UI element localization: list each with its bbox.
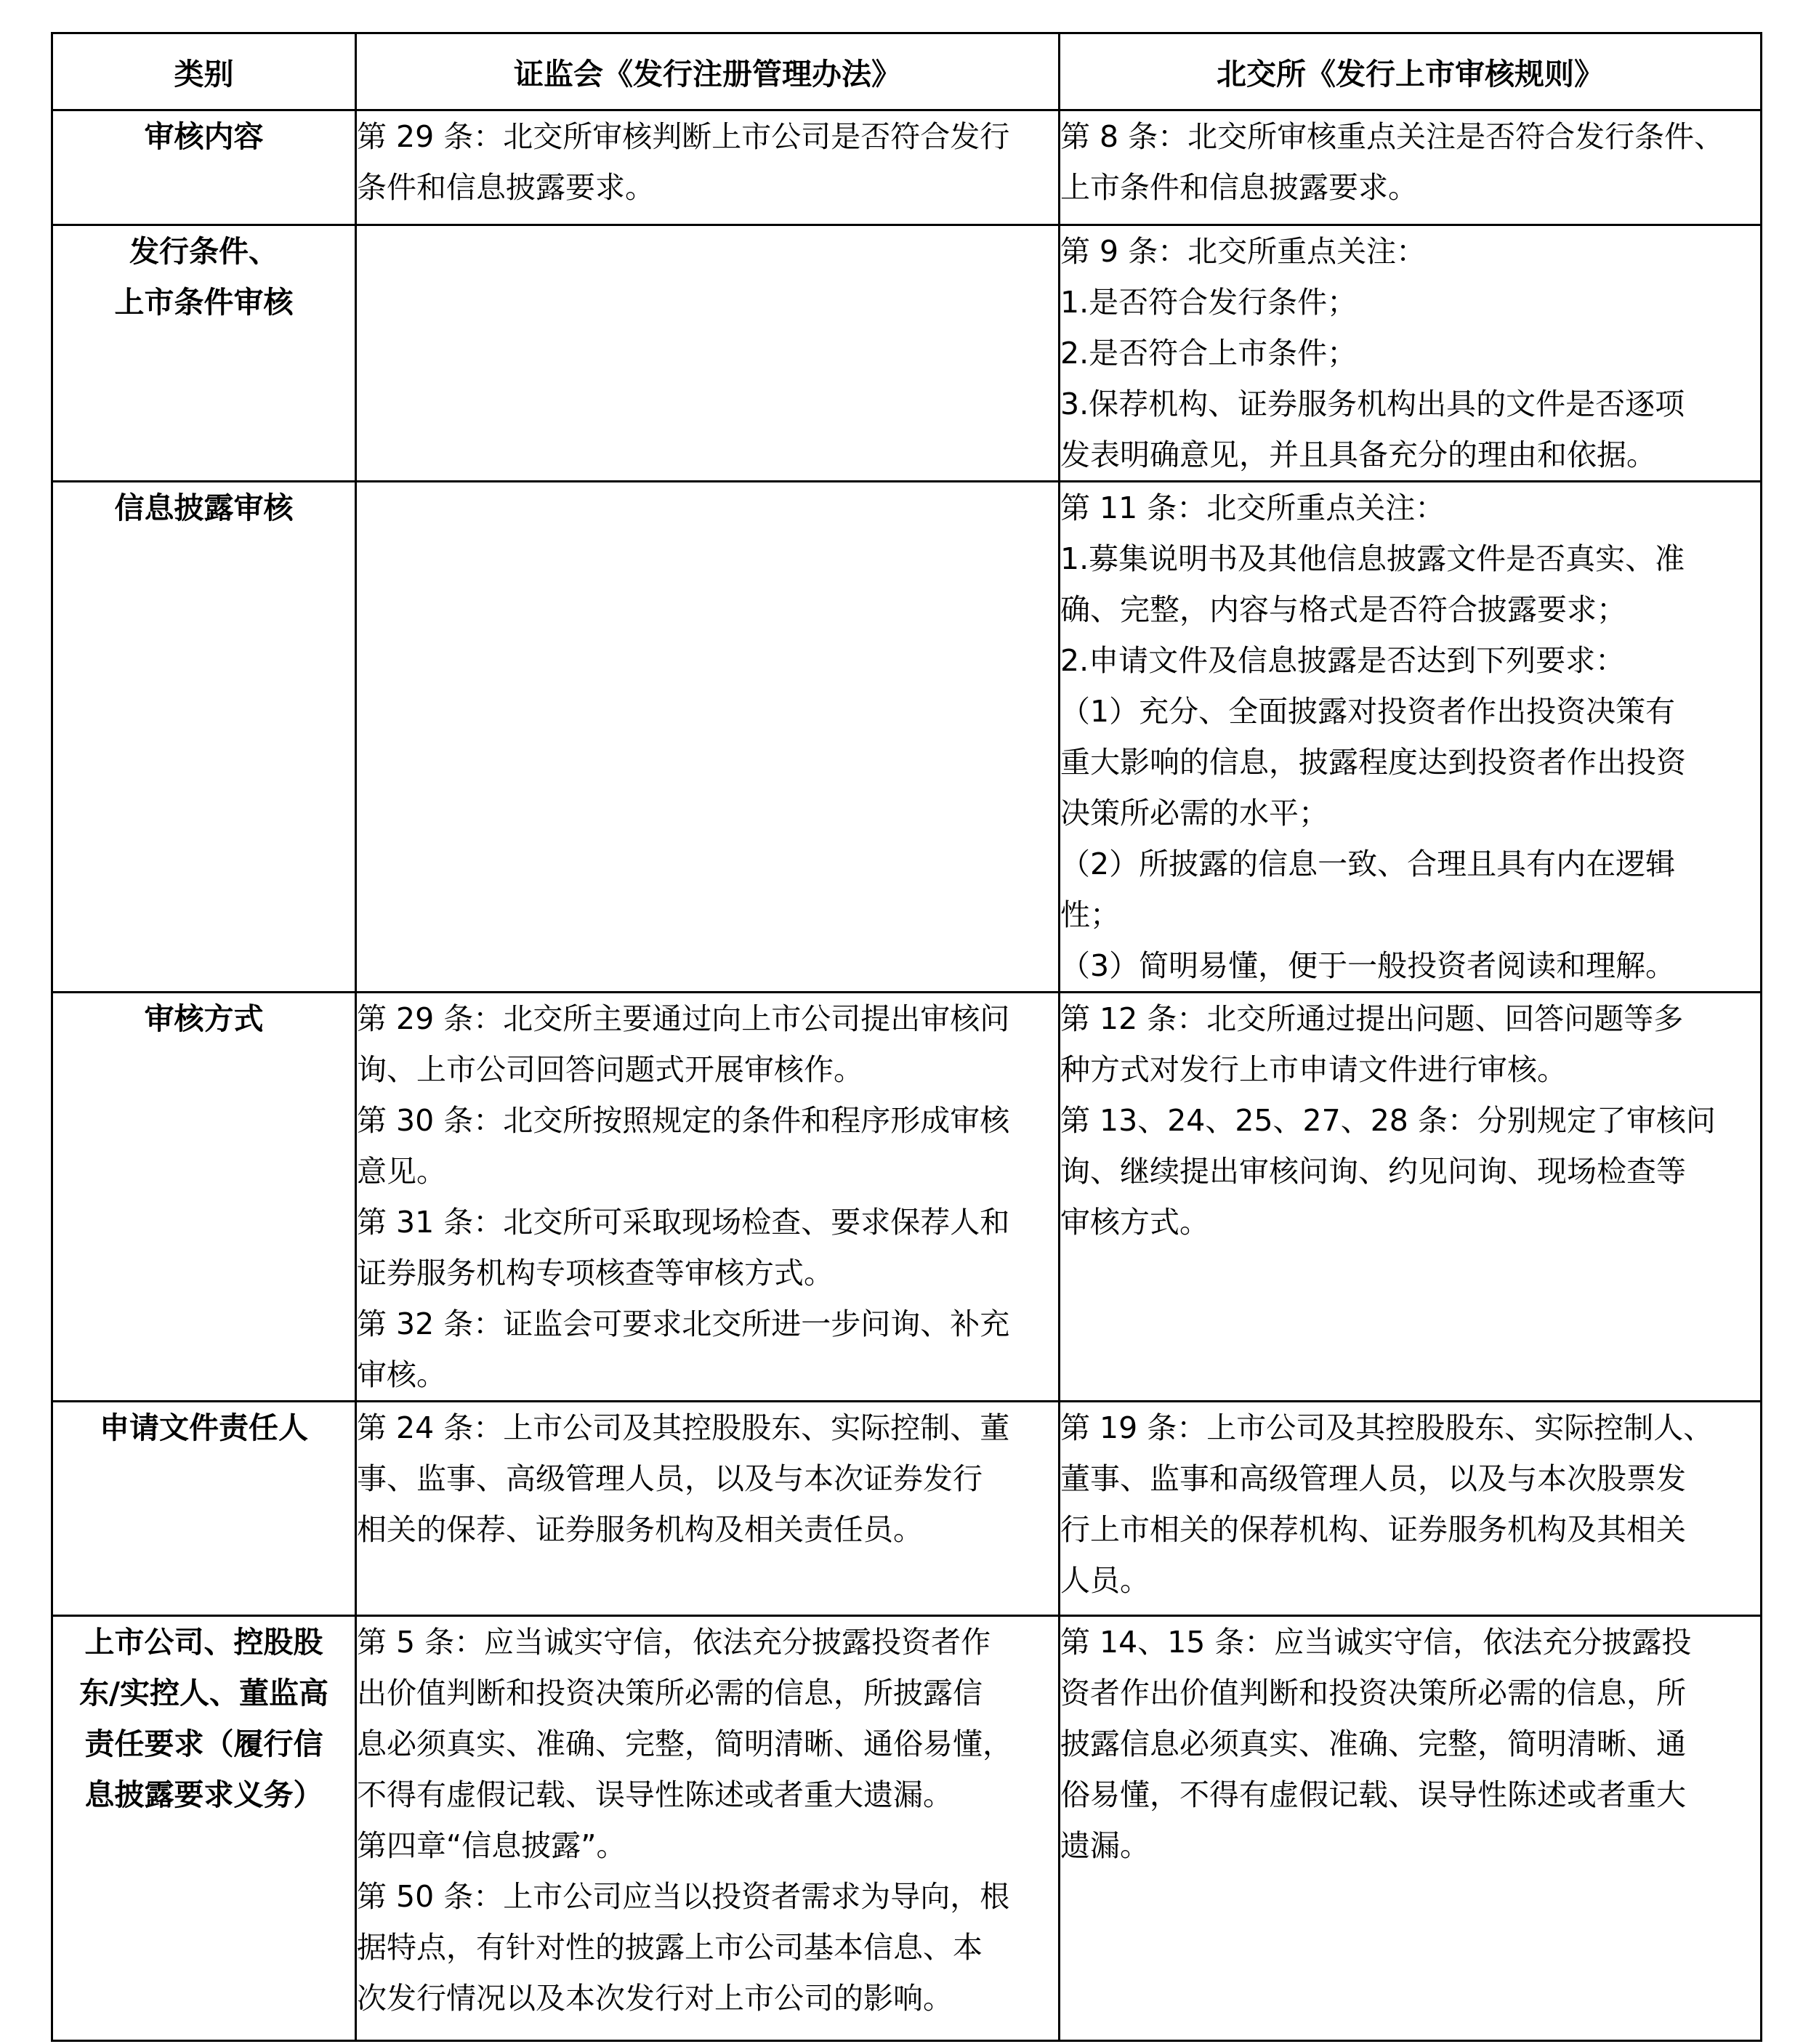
bse-line: 人员。 xyxy=(1060,1563,1150,1598)
csrc-line: 不得有虚假记载、误导性陈述或者重大遗漏。 xyxy=(357,1777,953,1812)
csrc-line: 相关的保荐、证券服务机构及相关责任员。 xyxy=(357,1512,923,1547)
csrc-line: 询、上市公司回答问题式开展审核作。 xyxy=(357,1052,863,1087)
bse-line: 第 9 条：北交所重点关注： xyxy=(1060,234,1427,269)
table-row xyxy=(52,1616,1762,2041)
bse-line: 资者作出价值判断和投资决策所必需的信息，所 xyxy=(1060,1676,1686,1710)
table-row xyxy=(52,1402,1762,1616)
csrc-line: 第 29 条：北交所主要通过向上市公司提出审核问 xyxy=(357,1001,1010,1036)
header-row xyxy=(52,33,1762,110)
csrc-line: 次发行情况以及本次发行对上市公司的影响。 xyxy=(357,1981,953,2016)
bse-line: 1.募集说明书及其他信息披露文件是否真实、准 xyxy=(1060,541,1685,576)
csrc-line: 据特点，有针对性的披露上市公司基本信息、本 xyxy=(357,1930,983,1965)
csrc-line: 第四章“信息披露”。 xyxy=(357,1828,626,1863)
category-cell xyxy=(52,110,356,225)
csrc-line: 条件和信息披露要求。 xyxy=(357,170,655,205)
category-line: 发行条件、 xyxy=(129,234,278,269)
csrc-cell xyxy=(356,225,1060,482)
bse-line: （3）简明易懂，便于一般投资者阅读和理解。 xyxy=(1060,948,1676,983)
csrc-cell xyxy=(356,1616,1060,2041)
csrc-line: 第 50 条：上市公司应当以投资者需求为导向，根 xyxy=(357,1879,1010,1914)
category-cell xyxy=(52,1616,356,2041)
csrc-line: 第 31 条：北交所可采取现场检查、要求保荐人和 xyxy=(357,1205,1010,1240)
header-bse: 北交所《发行上市审核规则》 xyxy=(1060,33,1762,110)
table-row xyxy=(52,993,1762,1402)
header-csrc: 证监会《发行注册管理办法》 xyxy=(356,33,1060,110)
category-line: 审核内容 xyxy=(144,119,264,154)
bse-cell xyxy=(1060,482,1762,993)
bse-line: 俗易懂，不得有虚假记载、误导性陈述或者重大 xyxy=(1060,1777,1686,1812)
table-row xyxy=(52,110,1762,225)
bse-cell xyxy=(1060,1616,1762,2041)
csrc-line: 第 32 条：证监会可要求北交所进一步问询、补充 xyxy=(357,1306,1010,1341)
bse-cell xyxy=(1060,993,1762,1402)
bse-line: 披露信息必须真实、准确、完整，简明清晰、通 xyxy=(1060,1726,1686,1761)
bse-line: 发表明确意见，并且具备充分的理由和依据。 xyxy=(1060,437,1656,472)
csrc-line: 第 5 条：应当诚实守信，依法充分披露投资者作 xyxy=(357,1625,991,1660)
category-cell xyxy=(52,1402,356,1616)
comparison-table xyxy=(51,32,1762,2042)
bse-line: 第 12 条：北交所通过提出问题、回答问题等多 xyxy=(1060,1001,1684,1036)
csrc-line: 第 29 条：北交所审核判断上市公司是否符合发行 xyxy=(357,119,1010,154)
bse-line: 第 11 条：北交所重点关注： xyxy=(1060,490,1445,525)
bse-line: 确、完整，内容与格式是否符合披露要求； xyxy=(1060,592,1626,627)
category-line: 信息披露审核 xyxy=(114,490,294,525)
bse-line: 2.申请文件及信息披露是否达到下列要求： xyxy=(1060,643,1626,678)
bse-cell xyxy=(1060,225,1762,482)
bse-line: 审核方式。 xyxy=(1060,1205,1209,1240)
csrc-line: 事、监事、高级管理人员，以及与本次证券发行 xyxy=(357,1461,983,1496)
bse-line: 行上市相关的保荐机构、证券服务机构及其相关 xyxy=(1060,1512,1686,1547)
category-line: 上市公司、控股股 xyxy=(84,1625,323,1660)
bse-line: 第 13、24、25、27、28 条：分别规定了审核问 xyxy=(1060,1103,1716,1138)
category-line: 审核方式 xyxy=(144,1001,264,1036)
bse-line: 种方式对发行上市申请文件进行审核。 xyxy=(1060,1052,1567,1087)
bse-line: 性； xyxy=(1060,897,1120,932)
table-row xyxy=(52,482,1762,993)
bse-line: 1.是否符合发行条件； xyxy=(1060,285,1358,320)
csrc-line: 息必须真实、准确、完整，简明清晰、通俗易懂， xyxy=(357,1726,1012,1761)
bse-line: （1）充分、全面披露对投资者作出投资决策有 xyxy=(1060,694,1676,729)
bse-line: 第 14、15 条：应当诚实守信，依法充分披露投 xyxy=(1060,1625,1692,1660)
bse-line: 询、继续提出审核问询、约见问询、现场检查等 xyxy=(1060,1154,1686,1189)
bse-line: 2.是否符合上市条件； xyxy=(1060,336,1358,371)
category-line: 上市条件审核 xyxy=(114,285,294,320)
bse-line: 上市条件和信息披露要求。 xyxy=(1060,170,1418,205)
csrc-line: 证券服务机构专项核查等审核方式。 xyxy=(357,1256,834,1290)
bse-cell xyxy=(1060,110,1762,225)
table-row xyxy=(52,225,1762,482)
category-cell xyxy=(52,482,356,993)
csrc-line: 审核。 xyxy=(357,1357,446,1392)
category-line: 申请文件责任人 xyxy=(100,1410,308,1445)
header-category: 类别 xyxy=(52,33,356,110)
bse-line: 决策所必需的水平； xyxy=(1060,796,1328,831)
csrc-line: 出价值判断和投资决策所必需的信息，所披露信 xyxy=(357,1676,983,1710)
csrc-cell xyxy=(356,110,1060,225)
bse-line: （2）所披露的信息一致、合理且具有内在逻辑 xyxy=(1060,847,1676,881)
bse-cell xyxy=(1060,1402,1762,1616)
csrc-line: 第 30 条：北交所按照规定的条件和程序形成审核 xyxy=(357,1103,1010,1138)
csrc-cell xyxy=(356,482,1060,993)
category-line: 责任要求（履行信 xyxy=(84,1726,323,1761)
category-line: 息披露要求义务） xyxy=(84,1777,323,1812)
bse-line: 遗漏。 xyxy=(1060,1828,1150,1863)
bse-line: 第 19 条：上市公司及其控股股东、实际控制人、 xyxy=(1060,1410,1714,1445)
bse-line: 3.保荐机构、证券服务机构出具的文件是否逐项 xyxy=(1060,387,1685,421)
category-cell xyxy=(52,993,356,1402)
category-cell xyxy=(52,225,356,482)
bse-line: 第 8 条：北交所审核重点关注是否符合发行条件、 xyxy=(1060,119,1725,154)
bse-line: 董事、监事和高级管理人员，以及与本次股票发 xyxy=(1060,1461,1686,1496)
csrc-line: 意见。 xyxy=(357,1154,446,1189)
bse-line: 重大影响的信息，披露程度达到投资者作出投资 xyxy=(1060,745,1686,780)
csrc-cell xyxy=(356,1402,1060,1616)
csrc-cell xyxy=(356,993,1060,1402)
csrc-line: 第 24 条：上市公司及其控股股东、实际控制、董 xyxy=(357,1410,1010,1445)
category-line: 东/实控人、董监高 xyxy=(79,1676,328,1710)
